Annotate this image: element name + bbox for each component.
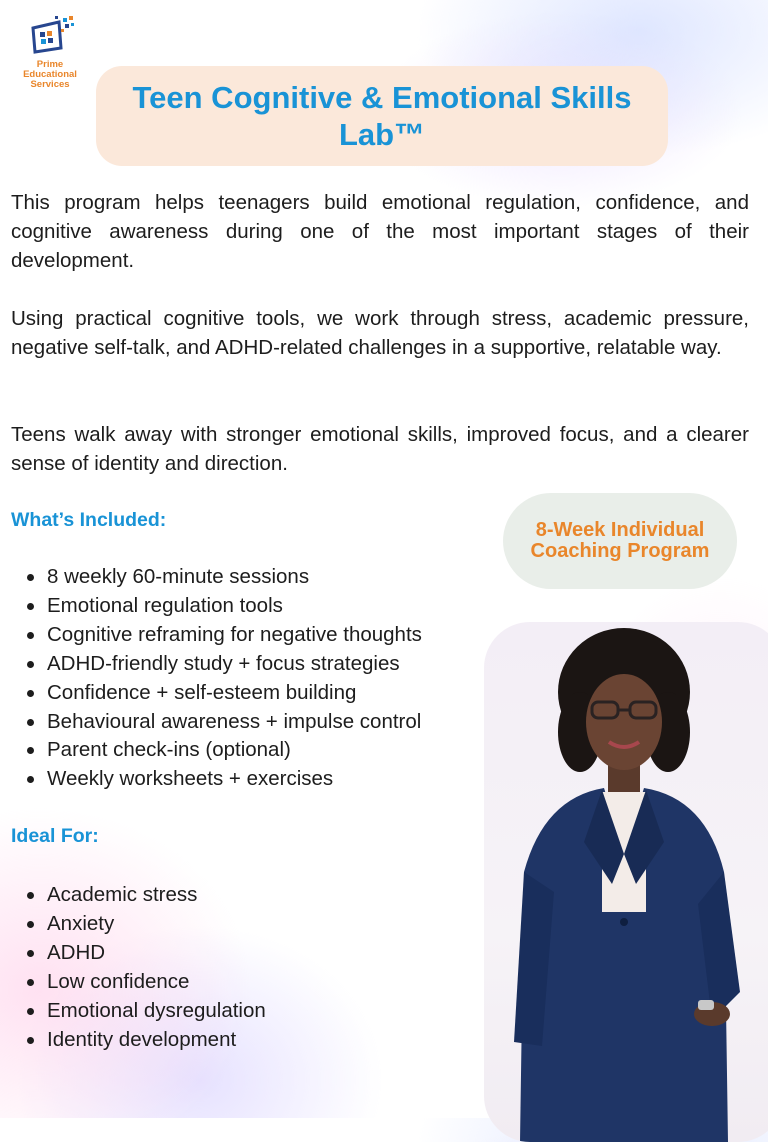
- badge-line-1: 8-Week Individual: [535, 519, 705, 541]
- page-title: Teen Cognitive & Emotional Skills Lab™: [132, 80, 632, 152]
- intro-paragraph-2: Using practical cognitive tools, we work through stress, academic pressure, negative self-talk, and ADHD-related challenges in a supportive, relatable way.: [11, 307, 749, 359]
- intro-paragraph-1: This program helps teenagers build emotional regulation, confidence, and cognitive awareness during one of the most important stages of their development.: [11, 191, 749, 272]
- intro-paragraph-3: Teens walk away with stronger emotional skills, improved focus, and a clearer sense of identity and direction.: [11, 423, 749, 475]
- list-item: ADHD: [11, 939, 266, 968]
- list-item: Weekly worksheets + exercises: [11, 765, 422, 794]
- included-list: [11, 563, 422, 794]
- ideal-heading: Ideal For:: [11, 825, 99, 847]
- logo-line-2: Educational: [23, 69, 77, 80]
- list-item: Emotional dysregulation: [11, 997, 266, 1026]
- included-heading: What’s Included:: [11, 509, 167, 531]
- title-banner: [96, 66, 668, 166]
- program-badge: [503, 493, 737, 589]
- coach-photo-panel: [484, 622, 768, 1142]
- list-item: Emotional regulation tools: [11, 592, 422, 621]
- list-item: Parent check-ins (optional): [11, 736, 422, 765]
- ideal-list: [11, 881, 266, 1054]
- list-item: Confidence + self-esteem building: [11, 679, 422, 708]
- logo-mark-icon: [25, 14, 75, 56]
- list-item: 8 weekly 60-minute sessions: [11, 563, 422, 592]
- logo-line-3: Services: [30, 79, 70, 90]
- brand-logo: [18, 14, 82, 90]
- badge-line-2: Coaching Program: [530, 540, 710, 562]
- logo-text: [18, 60, 82, 90]
- list-item: Low confidence: [11, 968, 266, 997]
- logo-line-1: Prime: [36, 59, 64, 70]
- coach-portrait: [484, 622, 768, 1142]
- list-item: Anxiety: [11, 910, 266, 939]
- list-item: Cognitive reframing for negative thoughts: [11, 621, 422, 650]
- list-item: Identity development: [11, 1026, 266, 1055]
- list-item: Behavioural awareness + impulse control: [11, 708, 422, 737]
- list-item: Academic stress: [11, 881, 266, 910]
- list-item: ADHD-friendly study + focus strategies: [11, 650, 422, 679]
